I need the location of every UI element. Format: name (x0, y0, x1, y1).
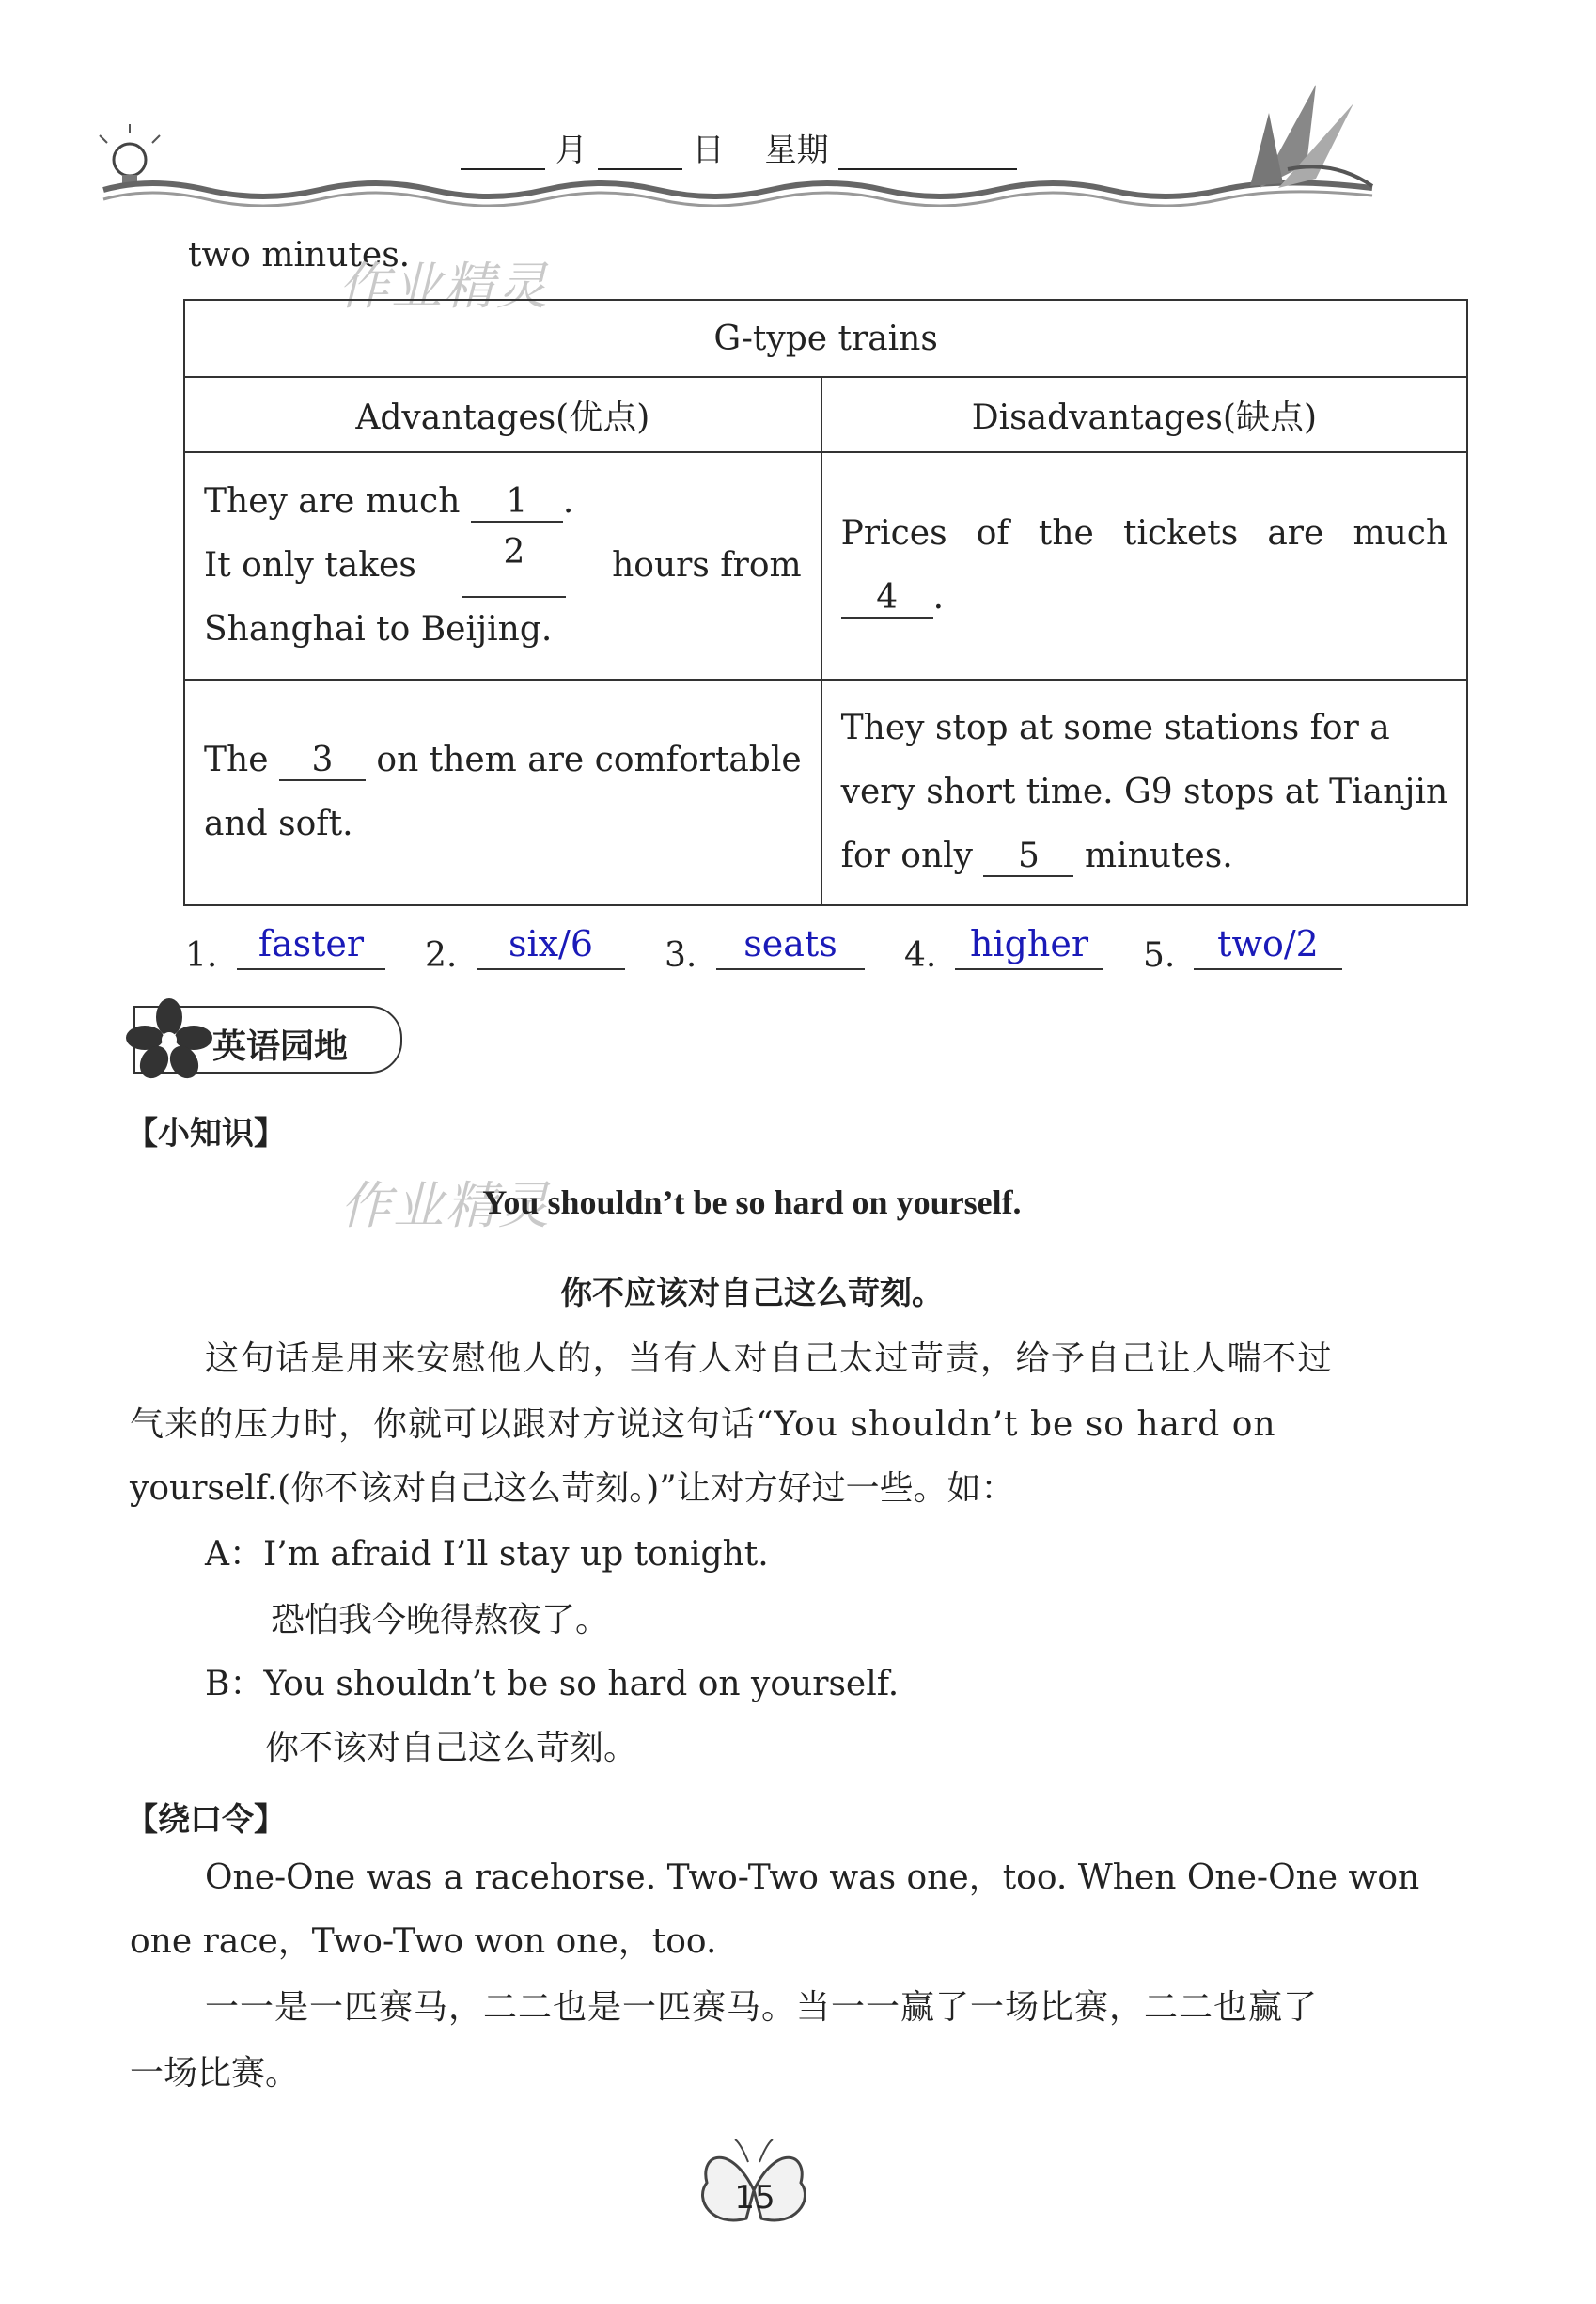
answer-1-num: 1. (185, 936, 218, 975)
day-blank (598, 140, 682, 170)
day-label: 日 (692, 132, 725, 169)
twister-cn-line-1: 一一是一匹赛马，二二也是一匹赛马。当一一赢了一场比赛，二二也赢了 (205, 1988, 1319, 2027)
bulb-icon (100, 124, 160, 186)
dialog-b-en: B：You shouldn’t be so hard on yourself. (205, 1665, 900, 1703)
disadvantages-cell-1: Prices of the tickets are much 4 . (821, 452, 1468, 680)
intro-tail: two minutes. (188, 236, 411, 274)
blank-3: 3 (279, 742, 366, 781)
explanation-line-3: yourself.(你不该对自己这么苛刻。)”让对方好过一些。如： (130, 1469, 1015, 1508)
weekday-label: 星期 (764, 132, 829, 169)
answer-3: seats (716, 923, 865, 970)
watermark-top: 作业精灵 (338, 257, 549, 316)
explanation-line-1: 这句话是用来安慰他人的，当有人对自己太过苛责，给予自己让人喘不过 (205, 1340, 1334, 1378)
dialog-b-cn: 你不该对自己这么苛刻。 (265, 1729, 638, 1767)
answer-5-num: 5. (1143, 936, 1176, 975)
knowledge-label: 【小知识】 (126, 1115, 286, 1152)
twister-cn-line-2: 一场比赛。 (130, 2054, 300, 2092)
section-title: 英语园地 (212, 1027, 349, 1066)
disadvantages-cell-2: They stop at some stations for a very short time. G9 stops at Tianjin for only 5 minutes. (821, 680, 1468, 905)
blank-4: 4 (841, 579, 933, 619)
answer-4: higher (955, 923, 1103, 970)
blank-2: 2 (462, 534, 566, 598)
month-label: 月 (555, 132, 587, 169)
disadvantages-header: Disadvantages(缺点) (821, 377, 1468, 452)
twister-label: 【绕口令】 (126, 1801, 286, 1839)
advantages-header: Advantages(优点) (184, 377, 821, 452)
answer-5: two/2 (1194, 923, 1342, 970)
knowledge-sentence-en: You shouldn’t be so hard on yourself. (482, 1183, 1022, 1221)
table-title: G-type trains (184, 300, 1467, 377)
dialog-a-en: A：I’m afraid I’ll stay up tonight. (205, 1535, 769, 1574)
answer-3-num: 3. (665, 936, 697, 975)
advantages-cell-1: They are much 1 . It only takes 2 hours from Shanghai to Beijing. (184, 452, 821, 680)
month-blank (461, 140, 545, 170)
blank-5: 5 (983, 838, 1073, 877)
watermark-mid: 作业精灵 (340, 1176, 551, 1235)
g-train-table (183, 299, 1468, 906)
page-number: 15 (734, 2179, 775, 2217)
twister-line-2: one race，Two-Two won one，too. (130, 1922, 717, 1961)
date-header (461, 124, 1017, 170)
hibiscus-icon (124, 996, 214, 1081)
weekday-blank (838, 140, 1017, 170)
explanation-line-2: 气来的压力时，你就可以跟对方说这句话“You shouldn’t be so hard on (130, 1405, 1276, 1444)
flower-icon (1250, 85, 1372, 188)
twister-line-1: One-One was a racehorse. Two-Two was one，too. When One-One won (205, 1858, 1420, 1897)
answer-1: faster (237, 923, 385, 970)
advantages-cell-2: The 3 on them are comfortable and soft. (184, 680, 821, 905)
answer-4-num: 4. (904, 936, 937, 975)
dialog-a-cn: 恐怕我今晚得熬夜了。 (271, 1601, 610, 1639)
answer-2-num: 2. (425, 936, 458, 975)
blank-1: 1 (471, 483, 563, 523)
answer-2: six/6 (477, 923, 625, 970)
knowledge-sentence-cn: 你不应该对自己这么苛刻。 (560, 1275, 944, 1312)
